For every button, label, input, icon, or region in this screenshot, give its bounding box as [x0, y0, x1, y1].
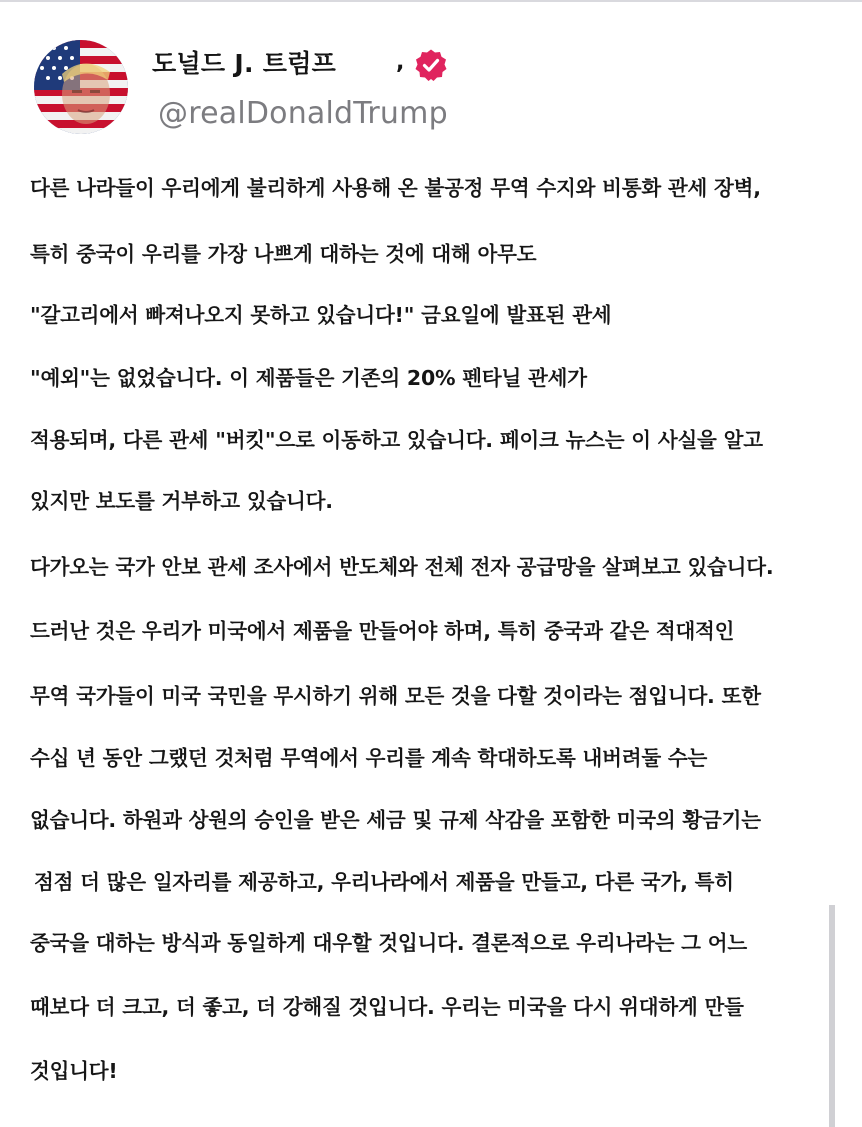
avatar[interactable]: [34, 40, 128, 134]
post-text-line: 무역 국가들이 미국 국민을 무시하기 위해 모든 것을 다할 것이라는 점입니다. 또한: [30, 684, 761, 708]
post-text-line: 때보다 더 크고, 더 좋고, 더 강해질 것입니다. 우리는 미국을 다시 위대하게 만들: [30, 995, 744, 1019]
post-text-line: 것입니다!: [30, 1059, 118, 1083]
verified-badge-icon: [414, 48, 448, 82]
post-text-line: 점점 더 많은 일자리를 제공하고, 우리나라에서 제품을 만들고, 다른 국가, 특히: [34, 870, 734, 894]
scrollbar[interactable]: [829, 905, 835, 1127]
author-name-trailing-mark: ,: [396, 50, 405, 75]
post-text-line: 없습니다. 하원과 상원의 승인을 받은 세금 및 규제 삭감을 포함한 미국의 황금기는: [30, 808, 761, 832]
top-divider: [0, 0, 862, 2]
post-text-line: 있지만 보도를 거부하고 있습니다.: [30, 489, 333, 513]
post-text-line: 중국을 대하는 방식과 동일하게 대우할 것입니다. 결론적으로 우리나라는 그 어느: [30, 931, 747, 955]
post-text-line: 다른 나라들이 우리에게 불리하게 사용해 온 불공정 무역 수지와 비통화 관세 장벽,: [30, 176, 761, 200]
post-text-line: 다가오는 국가 안보 관세 조사에서 반도체와 전체 전자 공급망을 살펴보고 있습니다.: [30, 555, 774, 579]
post-text-line: 수십 년 동안 그랬던 것처럼 무역에서 우리를 계속 학대하도록 내버려둘 수는: [30, 746, 708, 770]
post-text-line: "갈고리에서 빠져나오지 못하고 있습니다!" 금요일에 발표된 관세: [30, 303, 612, 327]
flag-portrait-avatar-icon: [34, 40, 128, 134]
post-text-line: "예외"는 없었습니다. 이 제품들은 기존의 20% 펜타닐 관세가: [30, 366, 587, 390]
author-handle[interactable]: @realDonaldTrump: [158, 96, 448, 131]
post-text-line: 적용되며, 다른 관세 "버킷"으로 이동하고 있습니다. 페이크 뉴스는 이 사실을 알고: [30, 428, 763, 452]
author-display-name[interactable]: 도널드 J. 트럼프: [152, 49, 337, 78]
post-text-line: 특히 중국이 우리를 가장 나쁘게 대하는 것에 대해 아무도: [30, 242, 537, 266]
post-text-line: 드러난 것은 우리가 미국에서 제품을 만들어야 하며, 특히 중국과 같은 적대적인: [30, 619, 735, 643]
